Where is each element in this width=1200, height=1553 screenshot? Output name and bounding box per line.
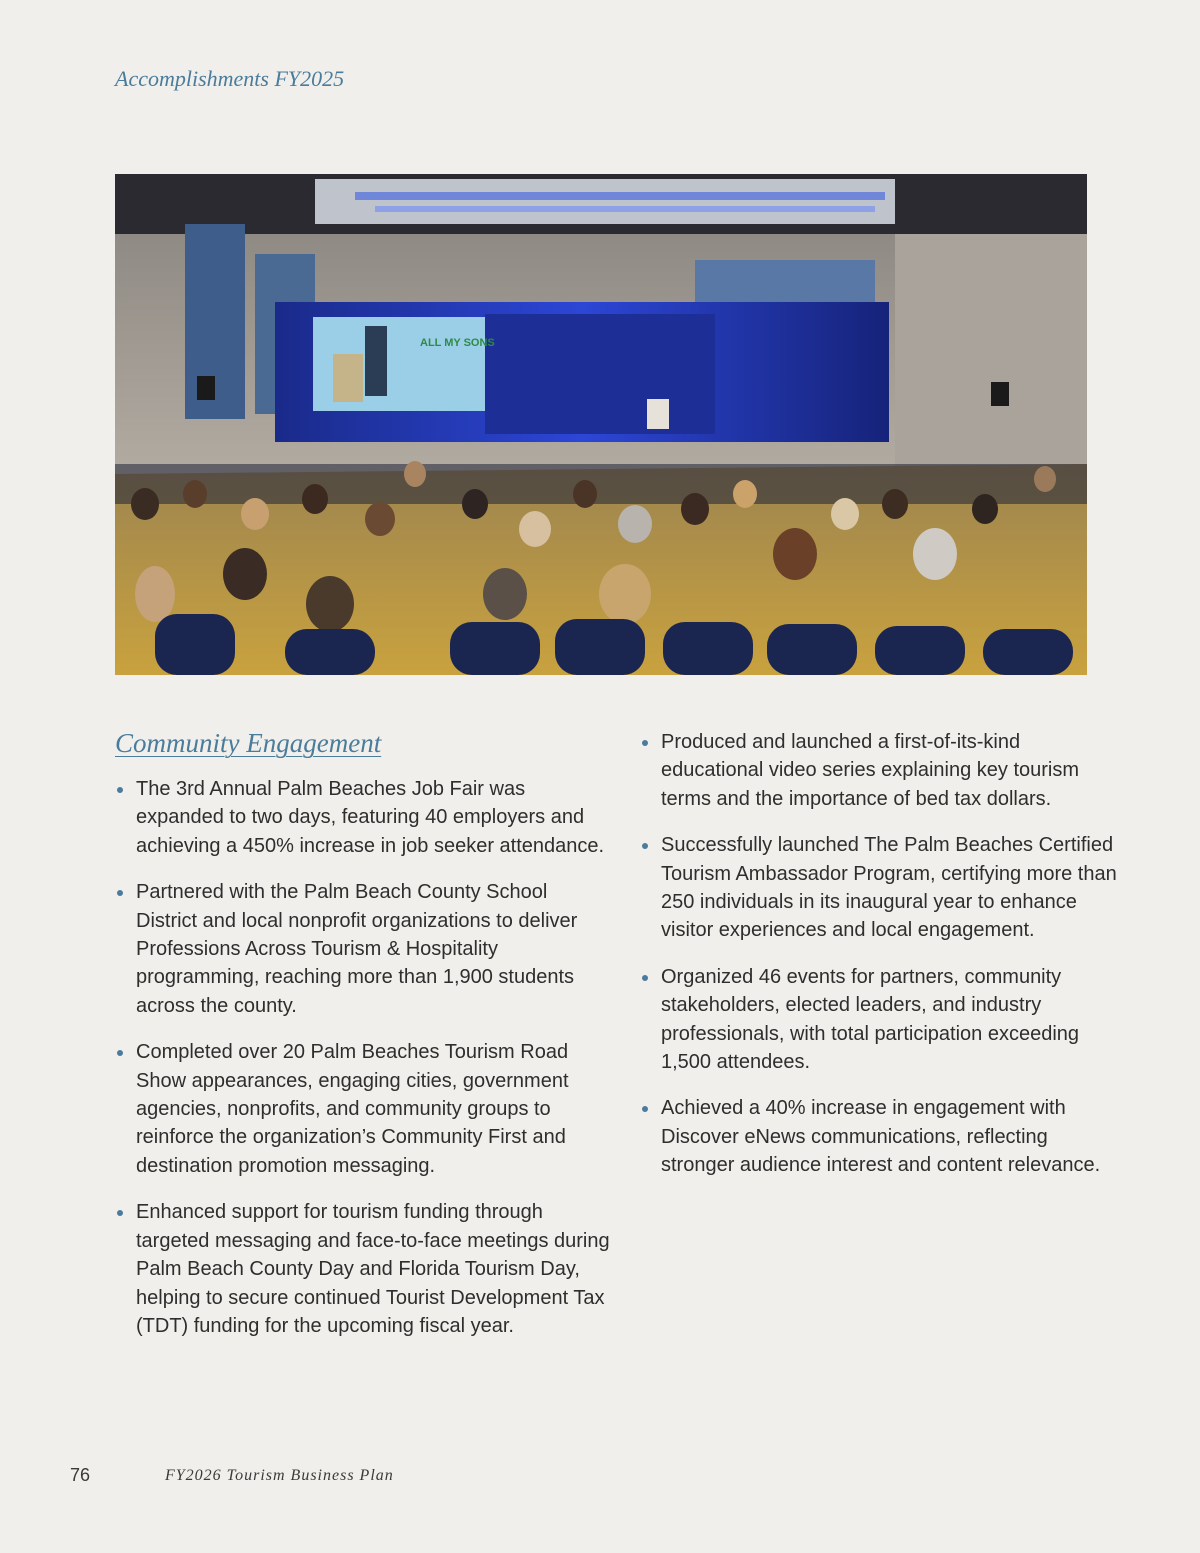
bullet-dot-icon	[117, 1210, 123, 1216]
right-column	[640, 728, 1125, 1198]
bullet-text: Produced and launched a first-of-its-kind educational video series explaining key tourism terms and the importance of bed tax dollars.	[661, 731, 1080, 810]
bullet-dot-icon	[117, 787, 123, 793]
left-column	[115, 728, 610, 1358]
bullet-text: Partnered with the Palm Beach County School District and local nonprofit organizations to deliver Professions Across Tourism & Hospitality programming, reaching more than 1,900 students across the county.	[136, 881, 578, 1017]
document-title: FY2026 Tourism Business Plan	[165, 1467, 394, 1484]
list-item	[115, 1038, 610, 1180]
list-item	[640, 831, 1125, 945]
bullet-text: Successfully launched The Palm Beaches Certified Tourism Ambassador Program, certifying more than 250 individuals in its inaugural year to enhance visitor experiences and local engagement.	[661, 834, 1117, 942]
community-engagement-heading: Community Engagement	[115, 728, 382, 758]
bullet-dot-icon	[642, 843, 648, 849]
bullet-dot-icon	[642, 740, 648, 746]
list-item	[640, 1094, 1125, 1179]
list-item	[115, 878, 610, 1020]
section-header: Accomplishments FY2025	[115, 66, 345, 91]
list-item	[115, 775, 610, 860]
bullet-dot-icon	[642, 1106, 648, 1112]
conference-audience-image	[115, 174, 1087, 675]
left-bullet-list	[115, 775, 610, 1340]
bullet-text: Completed over 20 Palm Beaches Tourism Road Show appearances, engaging cities, government agencies, nonprofits, and community groups to reinforce the organization’s Community First and destination promotion messaging.	[136, 1041, 569, 1177]
bullet-text: Organized 46 events for partners, community stakeholders, elected leaders, and industry professionals, with total participation exceeding 1,500 attendees.	[661, 965, 1080, 1074]
event-photo	[115, 174, 1087, 675]
screen-title: ALL MY SONS	[420, 337, 495, 349]
bullet-text: Enhanced support for tourism funding through targeted messaging and face-to-face meetings during Palm Beach County Day and Florida Tourism Day, helping to secure continued Tourist Development Tax (TDT) funding for the upcoming fiscal year.	[136, 1201, 610, 1337]
bullet-text: Achieved a 40% increase in engagement with Discover eNews communications, reflecting stronger audience interest and content relevance.	[661, 1097, 1101, 1177]
bullet-dot-icon	[117, 890, 123, 896]
bullet-dot-icon	[642, 975, 648, 981]
list-item	[640, 728, 1125, 813]
bullet-dot-icon	[117, 1050, 123, 1056]
list-item	[115, 1198, 610, 1340]
bullet-text: The 3rd Annual Palm Beaches Job Fair was expanded to two days, featuring 40 employers and achieving a 450% increase in job seeker attendance.	[136, 778, 605, 857]
page-number: 76	[70, 1465, 91, 1485]
right-bullet-list	[640, 728, 1125, 1180]
list-item	[640, 963, 1125, 1077]
